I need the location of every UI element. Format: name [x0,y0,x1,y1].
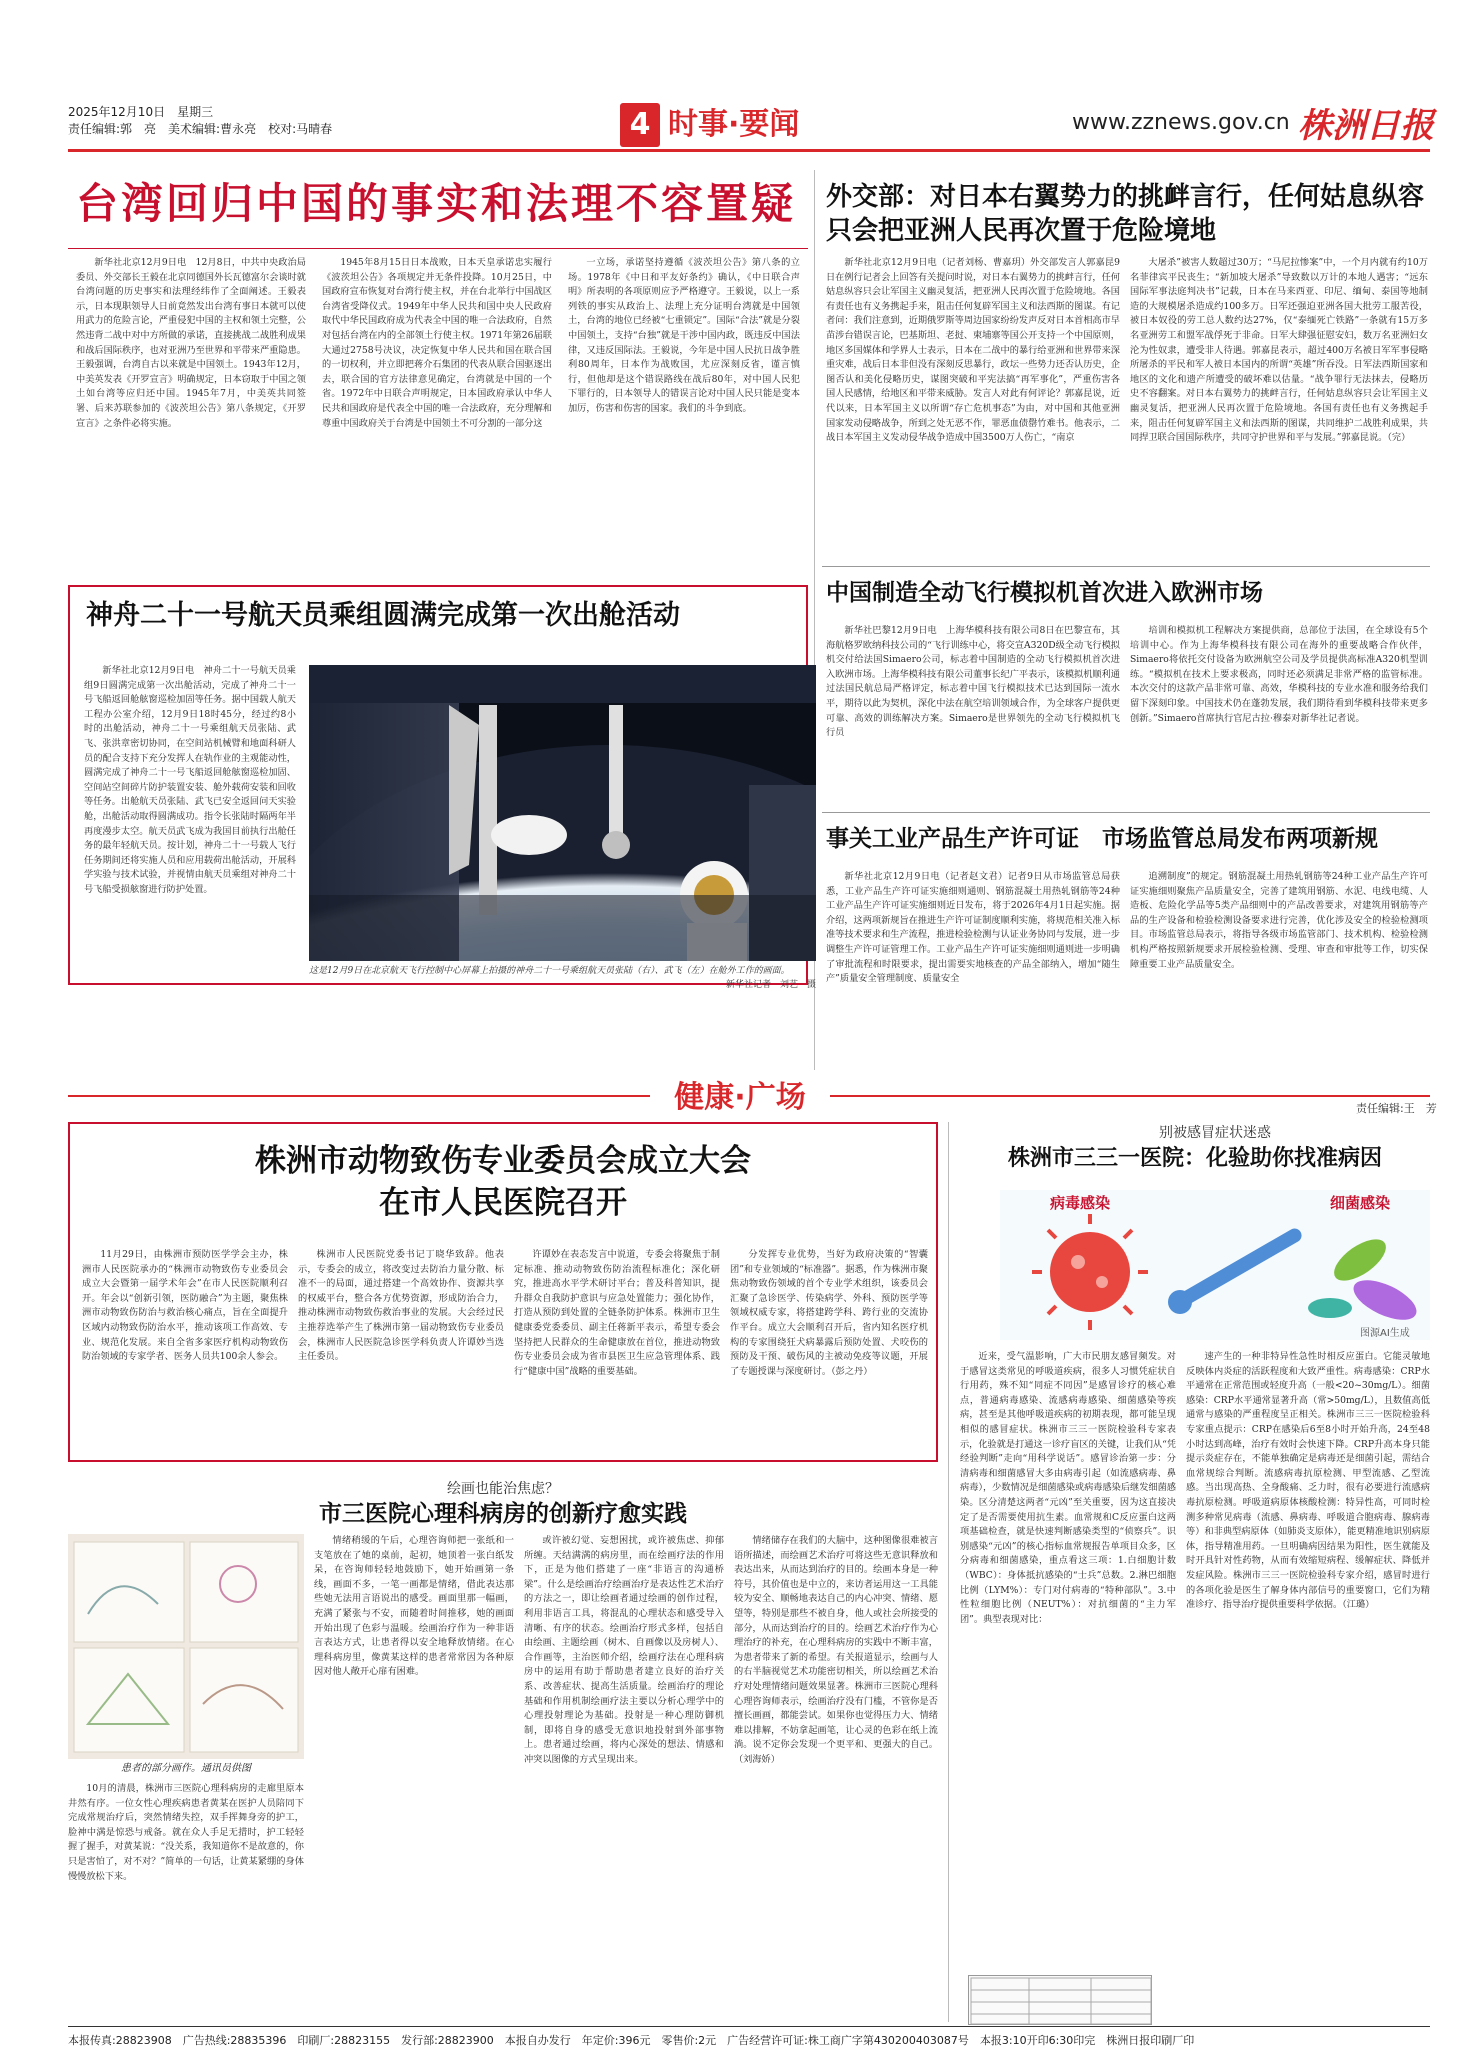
article-mfa-col2: 大屠杀”被害人数超过30万；“马尼拉惨案”中，一个月内就有约10万名菲律宾平民丧生；“新加坡大屠杀”导致数以万计的本地人遇害；“远东国际军事法庭判决书”记载，日本在马来西亚、印尼、缅甸、泰国等地制造的大规模屠杀造成约100多万。日军还强迫亚洲各国大批劳工服苦役，被日本奴役的劳工总人数约达27%，仅“泰缅死亡铁路”一条就有15万多名亚洲劳工和盟军战俘死于非命。日军大肆强征慰安妇，数万名亚洲妇女沦为性奴隶，遭受非人待遇。郭嘉昆表示，超过400万名被日军军事侵略所屠杀的平民和军人被日本国内的所谓“英雄”所吞没。日军法西斯国家和地区的文化和遗产所遭受的破坏难以估量。“战争罪行无法抹去，侵略历史不容翻案。对日本右翼势力的挑衅言行，任何姑息纵容只会让军国主义幽灵复活，把亚洲人民再次置于危险境地。各国有责任也有义务携起手来，阻击任何复辟军国主义和法西斯的图谋，共同维护二战胜利成果，共同捍卫联合国国际秩序，共同守护世界和平与发展。”郭嘉昆说。（完） [1130,257,1428,444]
photo-credit: 新华社记者 刘艺 摄 [725,980,816,990]
headline-shenzhou: 神舟二十一号航天员乘组圆满完成第一次出舱活动 [86,600,680,631]
article-committee-col1: 11月29日，由株洲市预防医学学会主办，株洲市人民医院承办的“株洲市动物致伤专业委员会成立大会暨第一届学术年会”在市人民医院顺利召开。年会以“创新引领，医防融合”为主题，聚焦株洲市动物致伤防治与救治核心痛点，旨在全面提升区域内动物致伤防治水平，推动该项工作高效、专业、规范化发展。来自全省多家医疗机构动物致伤防治领域的专家学者、医务人员共100余人参会。 [82,1249,288,1363]
section-title: 时事·要闻 [668,107,800,142]
article-art-col0: 10月的清晨，株洲市三医院心理科病房的走廊里原本井然有序。一位女性心理疾病患者黄某在医护人员陪同下完成常规治疗后，突然情绪失控，双手挥舞身旁的护工，脸神中满是惊恐与戒备。就在众人手足无措时，护工轻轻握了握手，对黄某说：“没关系，我知道你不是故意的，你只是害怕了，对不对？”简单的一句话，让黄某紧绷的身体慢慢放松下来。 [68,1783,304,1882]
table-grid [969,1976,1153,2026]
page-number-badge: 4 [620,103,660,147]
issue-date: 2025年12月10日 星期三 [68,105,214,119]
divider [68,248,808,249]
caption-text: 这是12月9日在北京航天飞行控制中心屏幕上拍摄的神舟二十一号乘组航天员张陆（右）、武飞（左）在舱外工作的画面。 [309,966,790,976]
photo-caption [309,964,816,992]
drawings-collage [68,1534,304,1759]
astronaut-photo [309,665,816,961]
kicker-art: 绘画也能治焦虑？ [447,1481,559,1497]
virus-bacteria-illustration [1000,1190,1430,1340]
article-art-col1: 情绪稍缓的午后，心理咨询师把一张纸和一支笔放在了她的桌前，起初，她顶着一张白纸发呆，在咨询师轻轻地鼓励下，她开始画第一条线，画面不多，一笔一画都是情绪，借此表达那些她无法用言语说出的感受。画面里那一幅画，充满了紧张与不安，而随着时间推移，她的画面开始出现了色彩与温暖。绘画治疗作为一种非语言表达方式，让患者得以安全地释放情绪。在心理科病房里，像黄某这样的患者常常因为各种原因对他人敞开心扉有困难。 [314,1535,514,1678]
drawing-caption: 患者的部分画作。通讯员供图 [121,1763,251,1774]
article-simulator-col1: 新华社巴黎12月9日电 上海华模科技有限公司8日在巴黎宣布，其海航格罗欧纳科技公司的“飞行训练中心，将交宣A320D级全动飞行模拟机交付给法国Simaero公司，标志着中国制造的全动飞行模拟机首次进入欧洲市场。上海华模科技有限公司董事长纪广平表示，该模拟机顺利通过法国民航总局严格评定，标志着中国飞行模拟技术已达到国际一流水平，期待以此为契机，深化中法在航空培训领域合作，为全球客户提供更可靠、高效的训练解决方案。Simaero是世界领先的全动飞行模拟机飞行员 [826,625,1120,739]
kicker-flu: 别被感冒症状迷惑 [1159,1125,1271,1141]
section-health-title: 健康·广场 [650,1078,830,1118]
article-taiwan-col1: 新华社北京12月9日电 12月8日，中共中央政治局委员、外交部长王毅在北京同德国外长瓦德富尔会谈时就台湾问题的历史事实和法理经纬作了全面阐述。王毅表示，日本现职领导人日前竟然发出台湾有事日本就可以使用武力的危险言论，严重侵犯中国的主权和领土完整，公然违背二战中对中方所做的承诺，直接挑战二战胜利成果和战后国际秩序，也对亚洲乃至世界和平带来严重隐患。王毅强调，台湾自古以来就是中国领土。1943年12月，中美英发表《开罗宣言》明确规定，日本窃取于中国之领土如台湾等应归还中国。1945年7月，中美英共同签署、后来苏联参加的《波茨坦公告》第八条规定，《开罗宣言》之条件必将实施。 [76,257,306,429]
divider [822,566,1430,567]
illustration-credit: 图源AI生成 [1360,1328,1410,1339]
section-editor: 责任编辑:王 芳 [1356,1102,1437,1115]
headline-mfa: 外交部：对日本右翼势力的挑衅言行，任何姑息纵容只会把亚洲人民再次置于危险境地 [826,182,1425,246]
headline-simulator: 中国制造全动飞行模拟机首次进入欧洲市场 [826,579,1263,606]
patient-drawings-image [68,1534,304,1759]
article-license-col2: 追溯制度”的规定。钢筋混凝土用热轧钢筋等24种工业产品生产许可证实施细则聚焦产品质量安全，完善了建筑用钢筋、水泥、电线电缆、人造板、危险化学品等5类产品细则中的产品改善要求，对建筑用钢筋等产品的生产设备和检验检测设备要求进行完善，优化涉及安全的检验检测项目。市场监管总局表示，将指导各级市场监管部门、技术机构、检验检测机构严格按照新规要求开展检验检测、受理、审查和审批等工作，切实保障重要工业产品质量安全。 [1130,871,1428,970]
headline-license: 事关工业产品生产许可证 市场监管总局发布两项新规 [826,825,1378,852]
column-divider [948,1122,949,2022]
headline-art-therapy: 市三医院心理科病房的创新疗愈实践 [319,1500,687,1527]
headline-taiwan: 台湾回归中国的事实和法理不容置疑 [76,179,797,228]
article-taiwan-col3: 一立场，承诺坚持遵循《波茨坦公告》第八条的立场。1978年《中日和平友好条约》确认，《中日联合声明》所表明的各项原则应予严格遵守。王毅说，以上一系列铁的事实从政治上、法理上充分证明台湾就是中国领土，台湾的地位已经被“七重锁定”。国际“合法”就是分裂中国领土，支持“台独”就是干涉中国内政，既违反中国法律，又违反国际法。王毅说，今年是中国人民抗日战争胜利80周年，日本作为战败国，尤应深刻反省，谨言慎行，但他却是这个错误路线在战后80年，对中国人民犯下罪行的，日本领导人的错误言论对中国人民只能是变本加厉，伤害和伤害的国家。我们的斗争到底。 [568,257,800,414]
article-flu-col2: 速产生的一种非特异性急性时相反应蛋白。它能灵敏地反映体内炎症的活跃程度和大致严重性。病毒感染：CRP水平通常在正常范围或轻度升高（一般<20~30mg/L）。细菌感染：CRP水平通常显著升高（常>50mg/L），且数值高低通常与感染的严重程度呈正相关。株洲市三三一医院检验科专家重点提示：CRP在感染后6至8小时开始升高，24至48小时达到高峰，治疗有效时会快速下降。CRP升高本身只能提示炎症存在，不能单独确定是病毒还是细菌引起，需结合血常规综合判断。流感病毒抗原检测、甲型流感、乙型流感。当出现高热、全身酸痛、乏力时，很有必要进行流感病毒抗原检测。呼吸道病原体核酸检测：特异性高，可同时检测多种常见病毒（流感、鼻病毒、呼吸道合胞病毒、腺病毒等）和非典型病原体（如肺炎支原体），能更精准地识别病原体，指导精准用药。一旦明确病因结果为阳性，医生就能及时开具针对性药物，从而有效缩短病程、缓解症状、降低并发症风险。株洲市三三一医院检验科专家介绍，感冒时进行的各项化验是医生了解身体内部信号的重要窗口，它们为精准诊疗、指导治疗提供重要科学依据。（江璐） [1186,1351,1430,1611]
masthead-rule [68,149,1430,152]
masthead-date [68,104,332,138]
article-taiwan-col2: 1945年8月15日日本战败，日本天皇承诺忠实履行《波茨坦公告》各项规定并无条件投降。10月25日，中国政府宣布恢复对台湾行使主权，并在台北举行中国战区台湾省受降仪式。1949年中华人民共和国中央人民政府取代中华民国政府成为代表全中国的唯一合法政府，自然对包括台湾在内的全部领土行使主权。1971年第26届联大通过2758号决议，决定恢复中华人民共和国在联合国的一切权利，并立即把蒋介石集团的代表从联合国驱逐出去，联合国的官方法律意见确定，台湾就是中国的一个省。1972年中日联合声明规定，日本国政府承认中华人民共和国政府是代表全中国的唯一合法政府，充分理解和尊重中国政府关于台湾是中国领土不可分割的一部分这 [322,257,552,429]
headline-flu: 株洲市三三一医院：化验助你找准病因 [1007,1145,1382,1171]
virus-label: 病毒感染 [1050,1194,1111,1212]
article-license-col1: 新华社北京12月9日电（记者赵文君）记者9日从市场监管总局获悉，工业产品生产许可证实施细则通则、钢筋混凝土用热轧钢筋等24种工业产品生产许可证实施细则近日发布，将于2026年4月1日起实施。据介绍，这两项新规旨在推进生产许可证制度顺利实施，将规范相关准入标准等技术要求和生产流程，推进检验检测与认证业务协同与发展，进一步调整生产许可证管理工作。工业产品生产许可证实施细则通则进一步明确了审批流程和时限要求，提出需要实地核查的产品全部纳入，增加“随生产”质量安全管理制度、质量安全 [826,871,1120,985]
spacewalk-image [309,665,816,961]
comparison-table-image [968,1975,1152,2025]
site-url[interactable]: www.zznews.gov.cn [1072,110,1290,135]
article-art-col2: 或许被幻觉、妄想困扰，或许被焦虑、抑郁所缠。天结满满的病房里，而在绘画疗法的作用下，正是为他们搭建了一座“非语言的沟通桥梁”。什么是绘画治疗绘画治疗是表达性艺术治疗的方法之一，即让绘画者通过绘画的创作过程，利用非语言工具，将混乱的心理状态和感受导入清晰、有序的状态。绘画治疗形式多样，包括自由绘画、主题绘画（树木、自画像以及房树人）、合作画等，主治医师介绍，绘画疗法在心理科病房中的运用有助于帮助患者建立良好的治疗关系、改善症状、提高生活质量。绘画治疗的理论基础和作用机制绘画疗法主要以分析心理学中的心理投射理论为基础。投射是一种心理防御机制，即将自身的感受无意识地投射到外部事物上。患者通过绘画，将内心深处的想法、情感和冲突以图像的方式呈现出来。 [524,1535,724,1765]
article-committee-col4: 分发挥专业优势，当好为政府决策的“智囊团”和专业领域的“标准器”。据悉，作为株洲市聚焦动物致伤领域的首个专业学术组织，该委员会汇聚了急诊医学、传染病学、外科、预防医学等领域权威专家，将搭建跨学科、跨行业的交流协作平台。成立大会顺利召开后，省内知名医疗机构的专家围绕狂犬病暴露后预防处置、犬咬伤的预防及干预、破伤风的主被动免疫等议题，开展了专题授课与深度研讨。（彭之丹） [730,1249,928,1377]
newspaper-logo: 株洲日报 [1298,106,1434,146]
article-flu-col1: 近来，受气温影响，广大市民朋友感冒频发。对于感冒这类常见的呼吸道疾病，很多人习惯凭症状自行用药，殊不知“同症不同因”是感冒诊疗的核心难点，普通病毒感染、流感病毒感染、细菌感染等疾病，甚至是其他呼吸道疾病的初期表现，都可能呈现相似的感冒症状。株洲市三三一医院检验科专家表示，化验就是打通这一诊疗盲区的关键，让我们从“凭经验判断”走向“用科学说话”。感冒诊治第一步：分清病毒和细菌感冒大多由病毒引起（如流感病毒、鼻病毒），少数情况是细菌感染或病毒感染后继发细菌感染。区分清楚这两者“元凶”至关重要，因为这直接决定了是否需要使用抗生素。血常规和C反应蛋白这两项基础检查，就是快速判断感染类型的“侦察兵”。识别感染“元凶”的核心指标血常规报告单项目众多，区分病毒和细菌感染，重点看这三项：1.白细胞计数（WBC）：身体抵抗感染的“士兵”总数。2.淋巴细胞比例（LYM%）：专门对付病毒的“特种部队”。3.中性粒细胞比例（NEUT%）：对抗细菌的“主力军团”。典型表现对比： [960,1351,1176,1625]
headline-committee-2: 在市人民医院召开 [379,1185,627,1221]
article-art-col3: 情绪储存在我们的大脑中，这种图像很难被言语所描述，而绘画艺术治疗可将这些无意识释放和表达出来，从而达到治疗的目的。绘画本身是一种符号，其价值也是中立的，来访者运用这一工具能较为安全、顺畅地表达自己的内心冲突、情绪、愿望等，特别是那些不被自身，他人或社会所接受的部分，从而达到治疗的目的。绘画艺术治疗作为心理治疗的补充，在心理科病房的实践中不断丰富，为患者带来了新的希望。有关报道显示，绘画与人的右半脑视觉艺术功能密切相关，所以绘画艺术治疗对处理情绪问题效果显著。株洲市三医院心理科心理咨询师表示，绘画治疗没有门槛，不管你是否擅长画画，都能尝试。如果你也觉得压力大、情绪难以排解，不妨拿起画笔，让心灵的色彩在纸上流淌。说不定你会发现一个更平和、更强大的自己。（刘海娇） [734,1535,938,1765]
headline-committee-1: 株洲市动物致伤专业委员会成立大会 [255,1143,751,1179]
article-committee-col2: 株洲市人民医院党委书记丁晓华致辞。他表示，专委会的成立，将改变过去防治力量分散、标准不一的局面，通过搭建一个高效协作、资源共享的权威平台，整合各方优势资源，形成防治合力，推动株洲市动物致伤救治事业的发展。大会经过民主推荐选举产生了株洲市第一届动物致伤专业委员会，株洲市人民医院急诊医学科负责人许谭妙当选主任委员。 [298,1249,504,1363]
editor-credits: 责任编辑:郭 亮 美术编辑:曹永亮 校对:马晴春 [68,122,333,136]
article-committee-col3: 许谭妙在表态发言中说道，专委会将聚焦于制定标准、推动动物致伤防治流程标准化；深化研究，推进高水平学术研讨平台；普及科普知识，提升群众自我防护意识与应急处置能力；强化协作，打造从预防到处置的全链条防护体系。株洲市卫生健康委党委委员、副主任蒋新平表示，希望专委会坚持把人民群众的生命健康放在首位，推进动物致伤专业委员会成为省市县医卫生应急管理体系、践行“健康中国”战略的重要基础。 [514,1249,720,1377]
article-shenzhou: 新华社北京12月9日电 神舟二十一号航天员乘组9日圆满完成第一次出舱活动，完成了神舟二十一号飞船返回舱舷窗巡检加固等任务。据中国载人航天工程办公室介绍，12月9日18时45分，经过约8小时的出舱活动，神舟二十一号乘组航天员张陆、武飞、张洪章密切协同，在空间站机械臂和地面科研人员的配合支持下充分发挥人在轨作业的主观能动性，圆满完成了神舟二十一号飞船返回舱舷窗巡检加固、空间站空间碎片防护装置安装、舱外载荷安装和回收等任务。出舱航天员张陆、武飞已安全返回问天实验舱，出舱活动取得圆满成功。指令长张陆时隔两年半再度漫步太空。航天员武飞成为我国目前执行出舱任务的最年轻航天员。按计划，神舟二十一号载人飞行任务期间还将实施人员和应用载荷出舱活动，开展科学实验与技术试验，并视情由航天员乘组对神舟二十号飞船受损舷窗进行防护处置。 [84,665,296,895]
article-simulator-col2: 培训和模拟机工程解决方案提供商，总部位于法国，在全球设有5个培训中心。作为上海华模科技有限公司在海外的重要战略合作伙伴，Simaero将依托交付设备为欧洲航空公司及学员提供高标准A320机型训练。“模拟机在技术上要求极高，同时还必须满足非常严格的监管标准。本次交付的这款产品非常可靠、高效，华模科技的专业水准和服务给我们留下深刻印象。中国技术仍在蓬勃发展，我们期待看到华模科技带来更多创新。”Simaero首席执行官尼古拉·穆泰对新华社记者说。 [1130,625,1428,724]
page-footer: 本报传真:28823908 广告热线:28835396 印刷厂:28823155 发行部:28823900 本报自办发行 年定价:396元 零售价:2元 广告经营许可证:株工商广字第430200403087号 本报3:10开印6:30印完 株洲日报印刷厂印 [68,2026,1430,2048]
article-mfa-col1: 新华社北京12月9日电（记者刘杨、曹嘉玥）外交部发言人郭嘉昆9日在例行记者会上回答有关提问时说，对日本右翼势力的挑衅言行，任何姑息纵容只会让军国主义幽灵复活，把亚洲人民再次置于危险境地。各国有责任也有义务携起手来，阻击任何复辟军国主义和法西斯的图谋。有记者问：我们注意到，近期俄罗斯等周边国家纷纷发声反对日本首相高市早苗涉台错误言论，巴基斯坦、老挝、柬埔寨等国公开支持一个中国原则，地区多国媒体和学界人士表示，日本在二战中的暴行给亚洲和世界带来深重灾难，战后日本非但没有深刻反思暴行，政坛一些势力还否认历史，企图否认和美化侵略历史，谋图突破和平宪法搞“再军事化”，严重伤害各国人民感情，给地区和平带来威胁。发言人对此有何评论？郭嘉昆说，近代以来，日本军国主义以所谓“存亡危机事态”为由，对中国和其他亚洲国家发动侵略战争，所到之处无恶不作，罪恶血债罄竹难书。他表示，二战日本军国主义发动侵华战争造成中国3500万人伤亡，“南京 [826,257,1120,444]
divider [822,812,1430,813]
bacteria-label: 细菌感染 [1330,1194,1391,1212]
